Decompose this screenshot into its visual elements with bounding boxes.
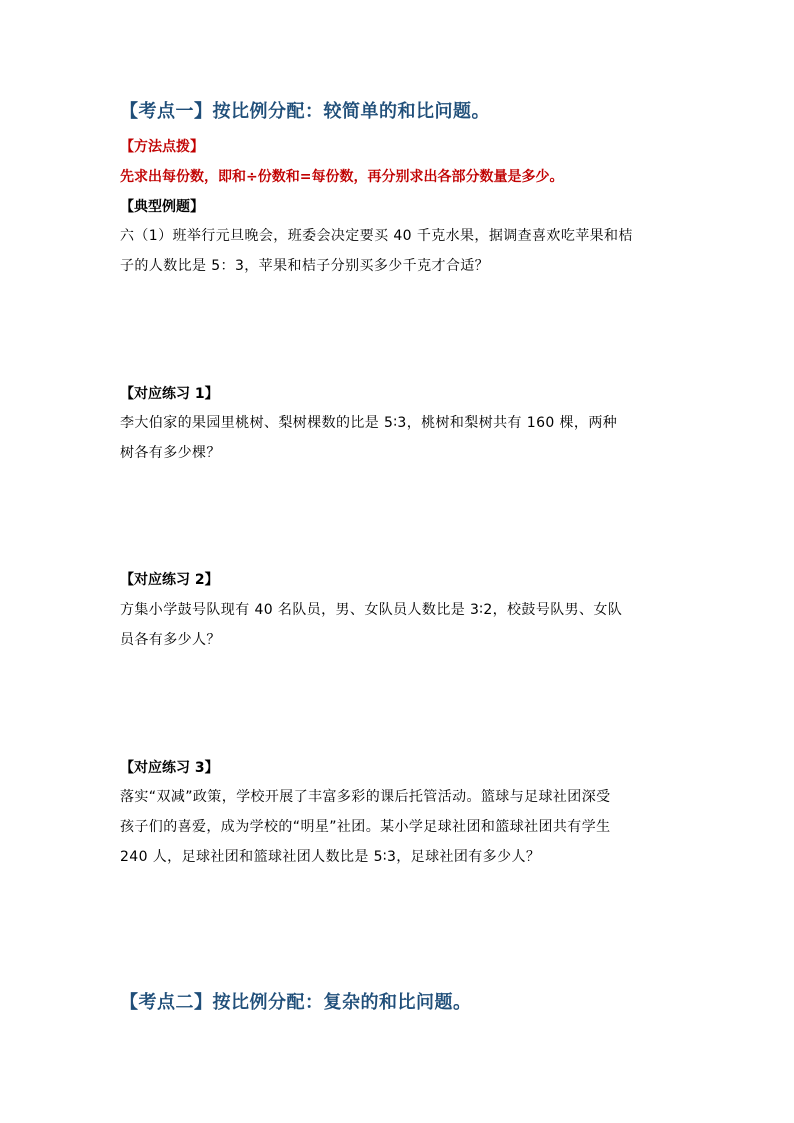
- exercise-line: 树各有多少棵？: [120, 445, 221, 461]
- exercise-line: 方集小学鼓号队现有 40 名队员，男、女队员人数比是 3∶2，校鼓号队男、女队: [120, 602, 623, 618]
- exercise-line: 240 人，足球社团和篮球社团人数比是 5∶3，足球社团有多少人？: [120, 849, 541, 865]
- example-line: 六（1）班举行元旦晚会，班委会决定要买 40 千克水果，据调查喜欢吃苹果和桔: [120, 228, 633, 244]
- exercise-line: 落实“双减”政策，学校开展了丰富多彩的课后托管活动。篮球与足球社团深受: [120, 789, 611, 805]
- exercise-1-paragraph: [120, 408, 676, 468]
- exercise-2-paragraph: [120, 595, 676, 655]
- exercise-line: 孩子们的喜爱，成为学校的“明星”社团。某小学足球社团和篮球社团共有学生: [120, 819, 611, 835]
- exercise-3-paragraph: [120, 782, 676, 872]
- section-1-heading: 【考点一】按比例分配：较简单的和比问题。: [120, 101, 490, 122]
- example-label: 【典型例题】: [120, 199, 204, 215]
- exercise-1-label: 【对应练习 1】: [120, 386, 219, 402]
- exercise-line: 李大伯家的果园里桃树、梨树棵数的比是 5∶3，桃树和梨树共有 160 棵，两种: [120, 415, 618, 431]
- section-2-heading: 【考点二】按比例分配：复杂的和比问题。: [120, 992, 472, 1013]
- exercise-line: 员各有多少人？: [120, 632, 221, 648]
- method-label: 【方法点拨】: [120, 139, 204, 155]
- example-paragraph: [120, 221, 676, 281]
- exercise-2-label: 【对应练习 2】: [120, 572, 219, 588]
- exercise-3-label: 【对应练习 3】: [120, 760, 219, 776]
- method-text: 先求出每份数，即和÷份数和=每份数，再分别求出各部分数量是多少。: [120, 169, 564, 185]
- example-line: 子的人数比是 5：3，苹果和桔子分别买多少千克才合适？: [120, 258, 490, 274]
